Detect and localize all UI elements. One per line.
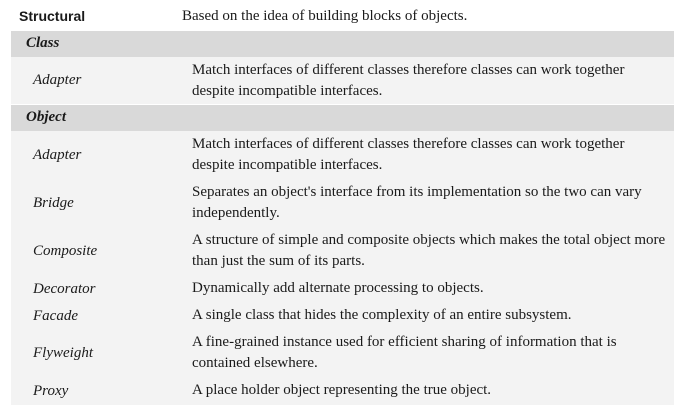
- pattern-name: Flyweight: [33, 345, 93, 361]
- pattern-description: A fine-grained instance used for efficient sharing of information that is contained elsewhere.: [192, 334, 617, 371]
- pattern-description: A single class that hides the complexity of an entire subsystem.: [192, 307, 572, 323]
- pattern-name: Adapter: [33, 147, 82, 163]
- table-row: [11, 57, 674, 104]
- pattern-description: Match interfaces of different classes therefore classes can work together despite incompatible interfaces.: [192, 136, 625, 173]
- table-row: [11, 131, 674, 179]
- section-label: Class: [26, 35, 60, 51]
- table-row: [11, 377, 674, 405]
- pattern-name: Adapter: [33, 72, 82, 88]
- table-row: [11, 302, 674, 329]
- table-row: [11, 179, 674, 227]
- pattern-description: A place holder object representing the true object.: [192, 382, 492, 398]
- section-header-object: [11, 105, 674, 131]
- category-description: Based on the idea of building blocks of objects.: [182, 8, 468, 24]
- pattern-description: Separates an object's interface from its implementation so the two can vary independently.: [192, 184, 642, 221]
- table-row: [11, 227, 674, 275]
- pattern-description: A structure of simple and composite objects which makes the total object more than just the sum of its parts.: [192, 232, 666, 269]
- pattern-name: Bridge: [33, 195, 74, 211]
- pattern-name: Decorator: [33, 281, 96, 297]
- pattern-description: Dynamically add alternate processing to objects.: [192, 280, 484, 296]
- section-label: Object: [26, 109, 66, 125]
- section-header-class: [11, 31, 674, 57]
- table-row: [11, 275, 674, 302]
- pattern-name: Proxy: [33, 383, 69, 399]
- pattern-description: Match interfaces of different classes therefore classes can work together despite incompatible interfaces.: [192, 62, 625, 99]
- category-title: Structural: [19, 8, 86, 24]
- table-header-row: [0, 0, 682, 31]
- table-row: [11, 329, 674, 377]
- pattern-name: Composite: [33, 243, 98, 259]
- pattern-name: Facade: [33, 308, 78, 324]
